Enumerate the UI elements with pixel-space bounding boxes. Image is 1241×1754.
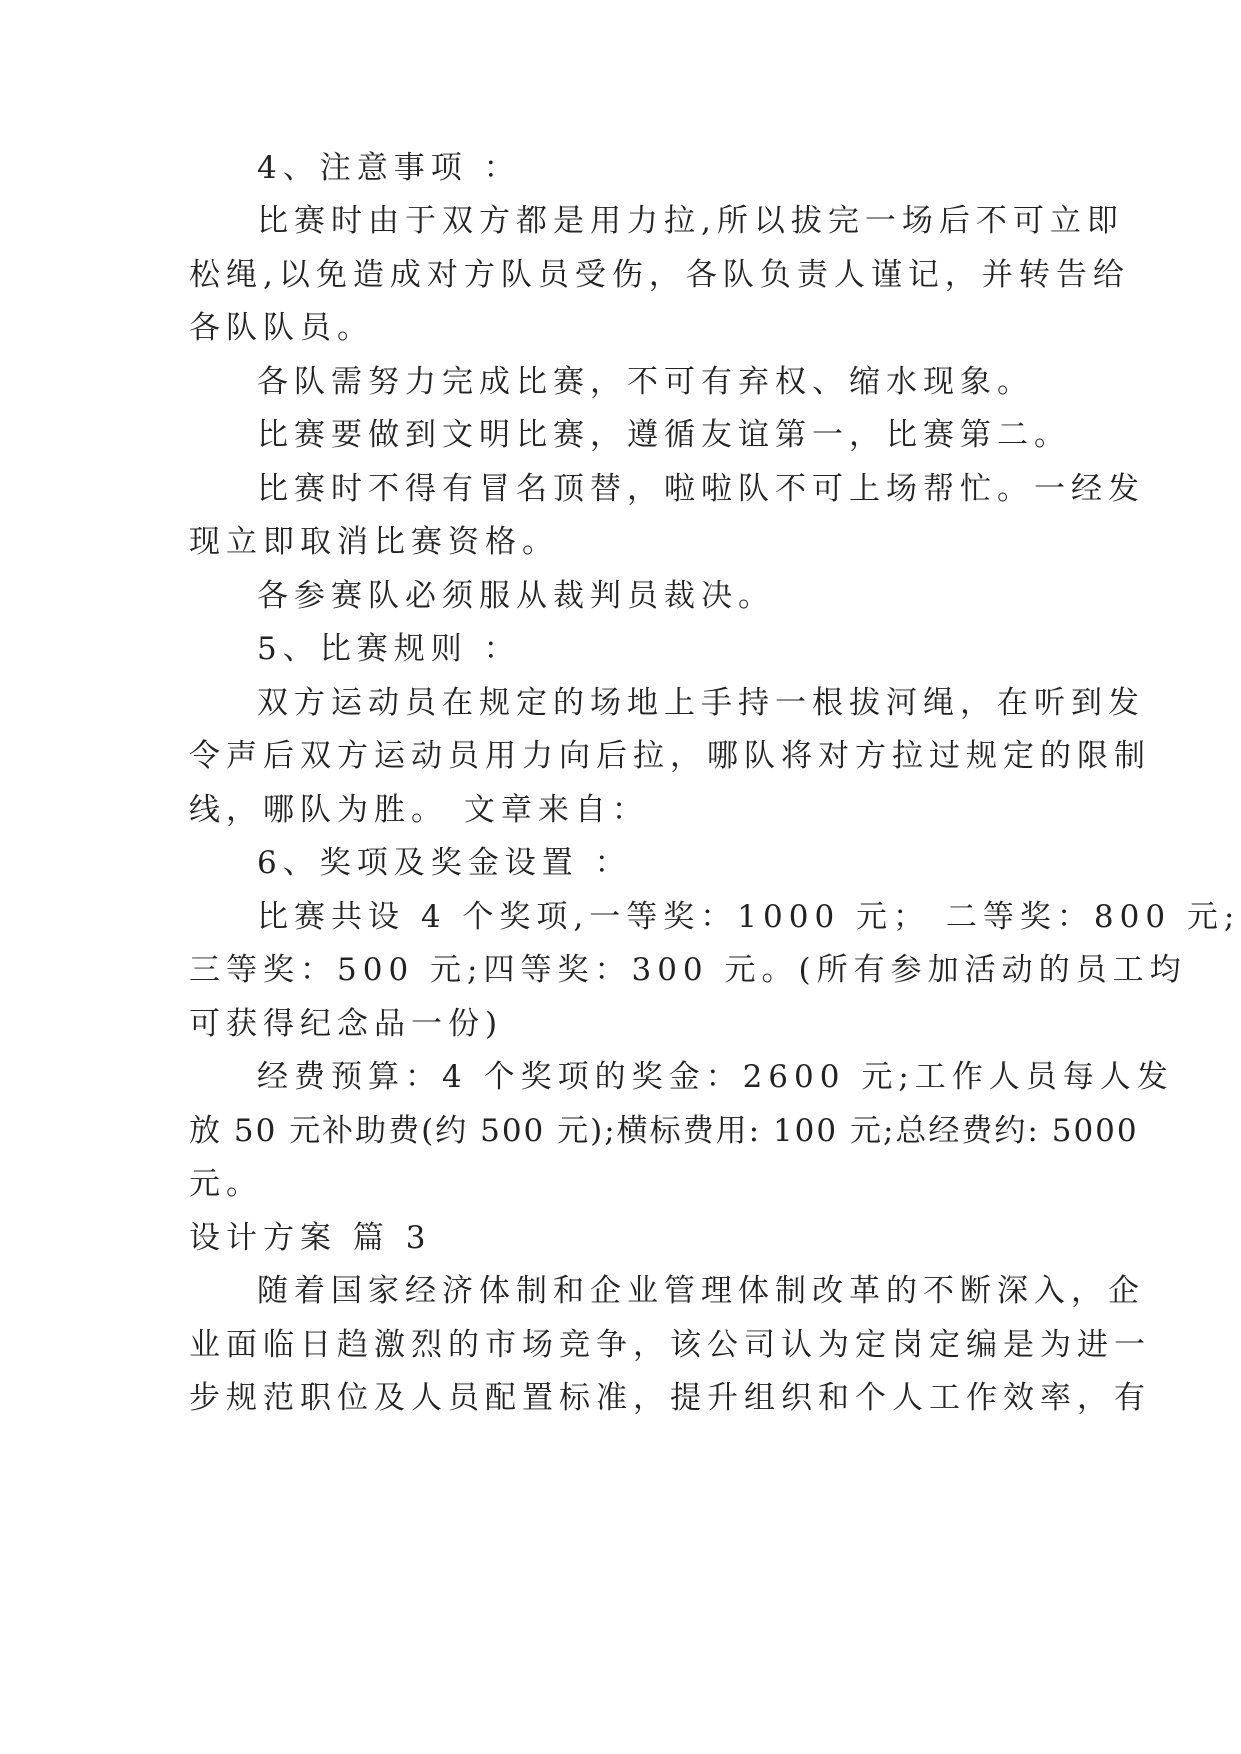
paragraph-line: 元。 [189,1166,263,1202]
paragraph-line: 步规范职位及人员配置标准，提升组织和个人工作效率，有 [189,1380,1151,1416]
paragraph-line: 三等奖：500 元;四等奖：300 元。(所有参加活动的员工均 [189,952,1187,988]
paragraph-line: 比赛要做到文明比赛，遵循友谊第一，比赛第二。 [257,417,1071,453]
paragraph-line: 令声后双方运动员用力向后拉，哪队将对方拉过规定的限制 [189,738,1151,774]
paragraph-line: 经费预算：4 个奖项的奖金：2600 元;工作人员每人发 [257,1059,1174,1095]
paragraph-line: 各队需努力完成比赛，不可有弃权、缩水现象。 [257,364,1034,400]
paragraph-line: 可获得纪念品一份) [189,1006,504,1042]
paragraph-line: 比赛时由于双方都是用力拉,所以拔完一场后不可立即 [257,203,1124,239]
paragraph-line: 双方运动员在规定的场地上手持一根拔河绳，在听到发 [257,685,1145,721]
paragraph-line: 比赛时不得有冒名顶替，啦啦队不可上场帮忙。一经发 [257,471,1145,507]
paragraph-line: 线，哪队为胜。 文章来自： [189,792,649,828]
paragraph-line: 各队队员。 [189,310,374,346]
paragraph-line: 现立即取消比赛资格。 [189,524,559,560]
section-heading-awards: 6、奖项及奖金设置 ： [257,845,632,881]
paragraph-line: 放 50 元补助费(约 500 元);横标费用: 100 元;总经费约: 5000 [189,1113,1139,1149]
paragraph-line: 松绳,以免造成对方队员受伤，各队负责人谨记，并转告给 [189,257,1130,293]
paragraph-line: 随着国家经济体制和企业管理体制改革的不断深入，企 [257,1273,1145,1309]
section-heading-precautions: 4、注意事项 ： [257,150,521,186]
paragraph-line: 业面临日趋激烈的市场竞争，该公司认为定岗定编是为进一 [189,1327,1151,1363]
paragraph-line: 比赛共设 4 个奖项,一等奖：1000 元； 二等奖：800 元; [257,899,1241,935]
section-heading-rules: 5、比赛规则 ： [257,631,521,667]
section-title-design-plan-3: 设计方案 篇 3 [189,1220,432,1256]
paragraph-line: 各参赛队必须服从裁判员裁决。 [257,578,775,614]
